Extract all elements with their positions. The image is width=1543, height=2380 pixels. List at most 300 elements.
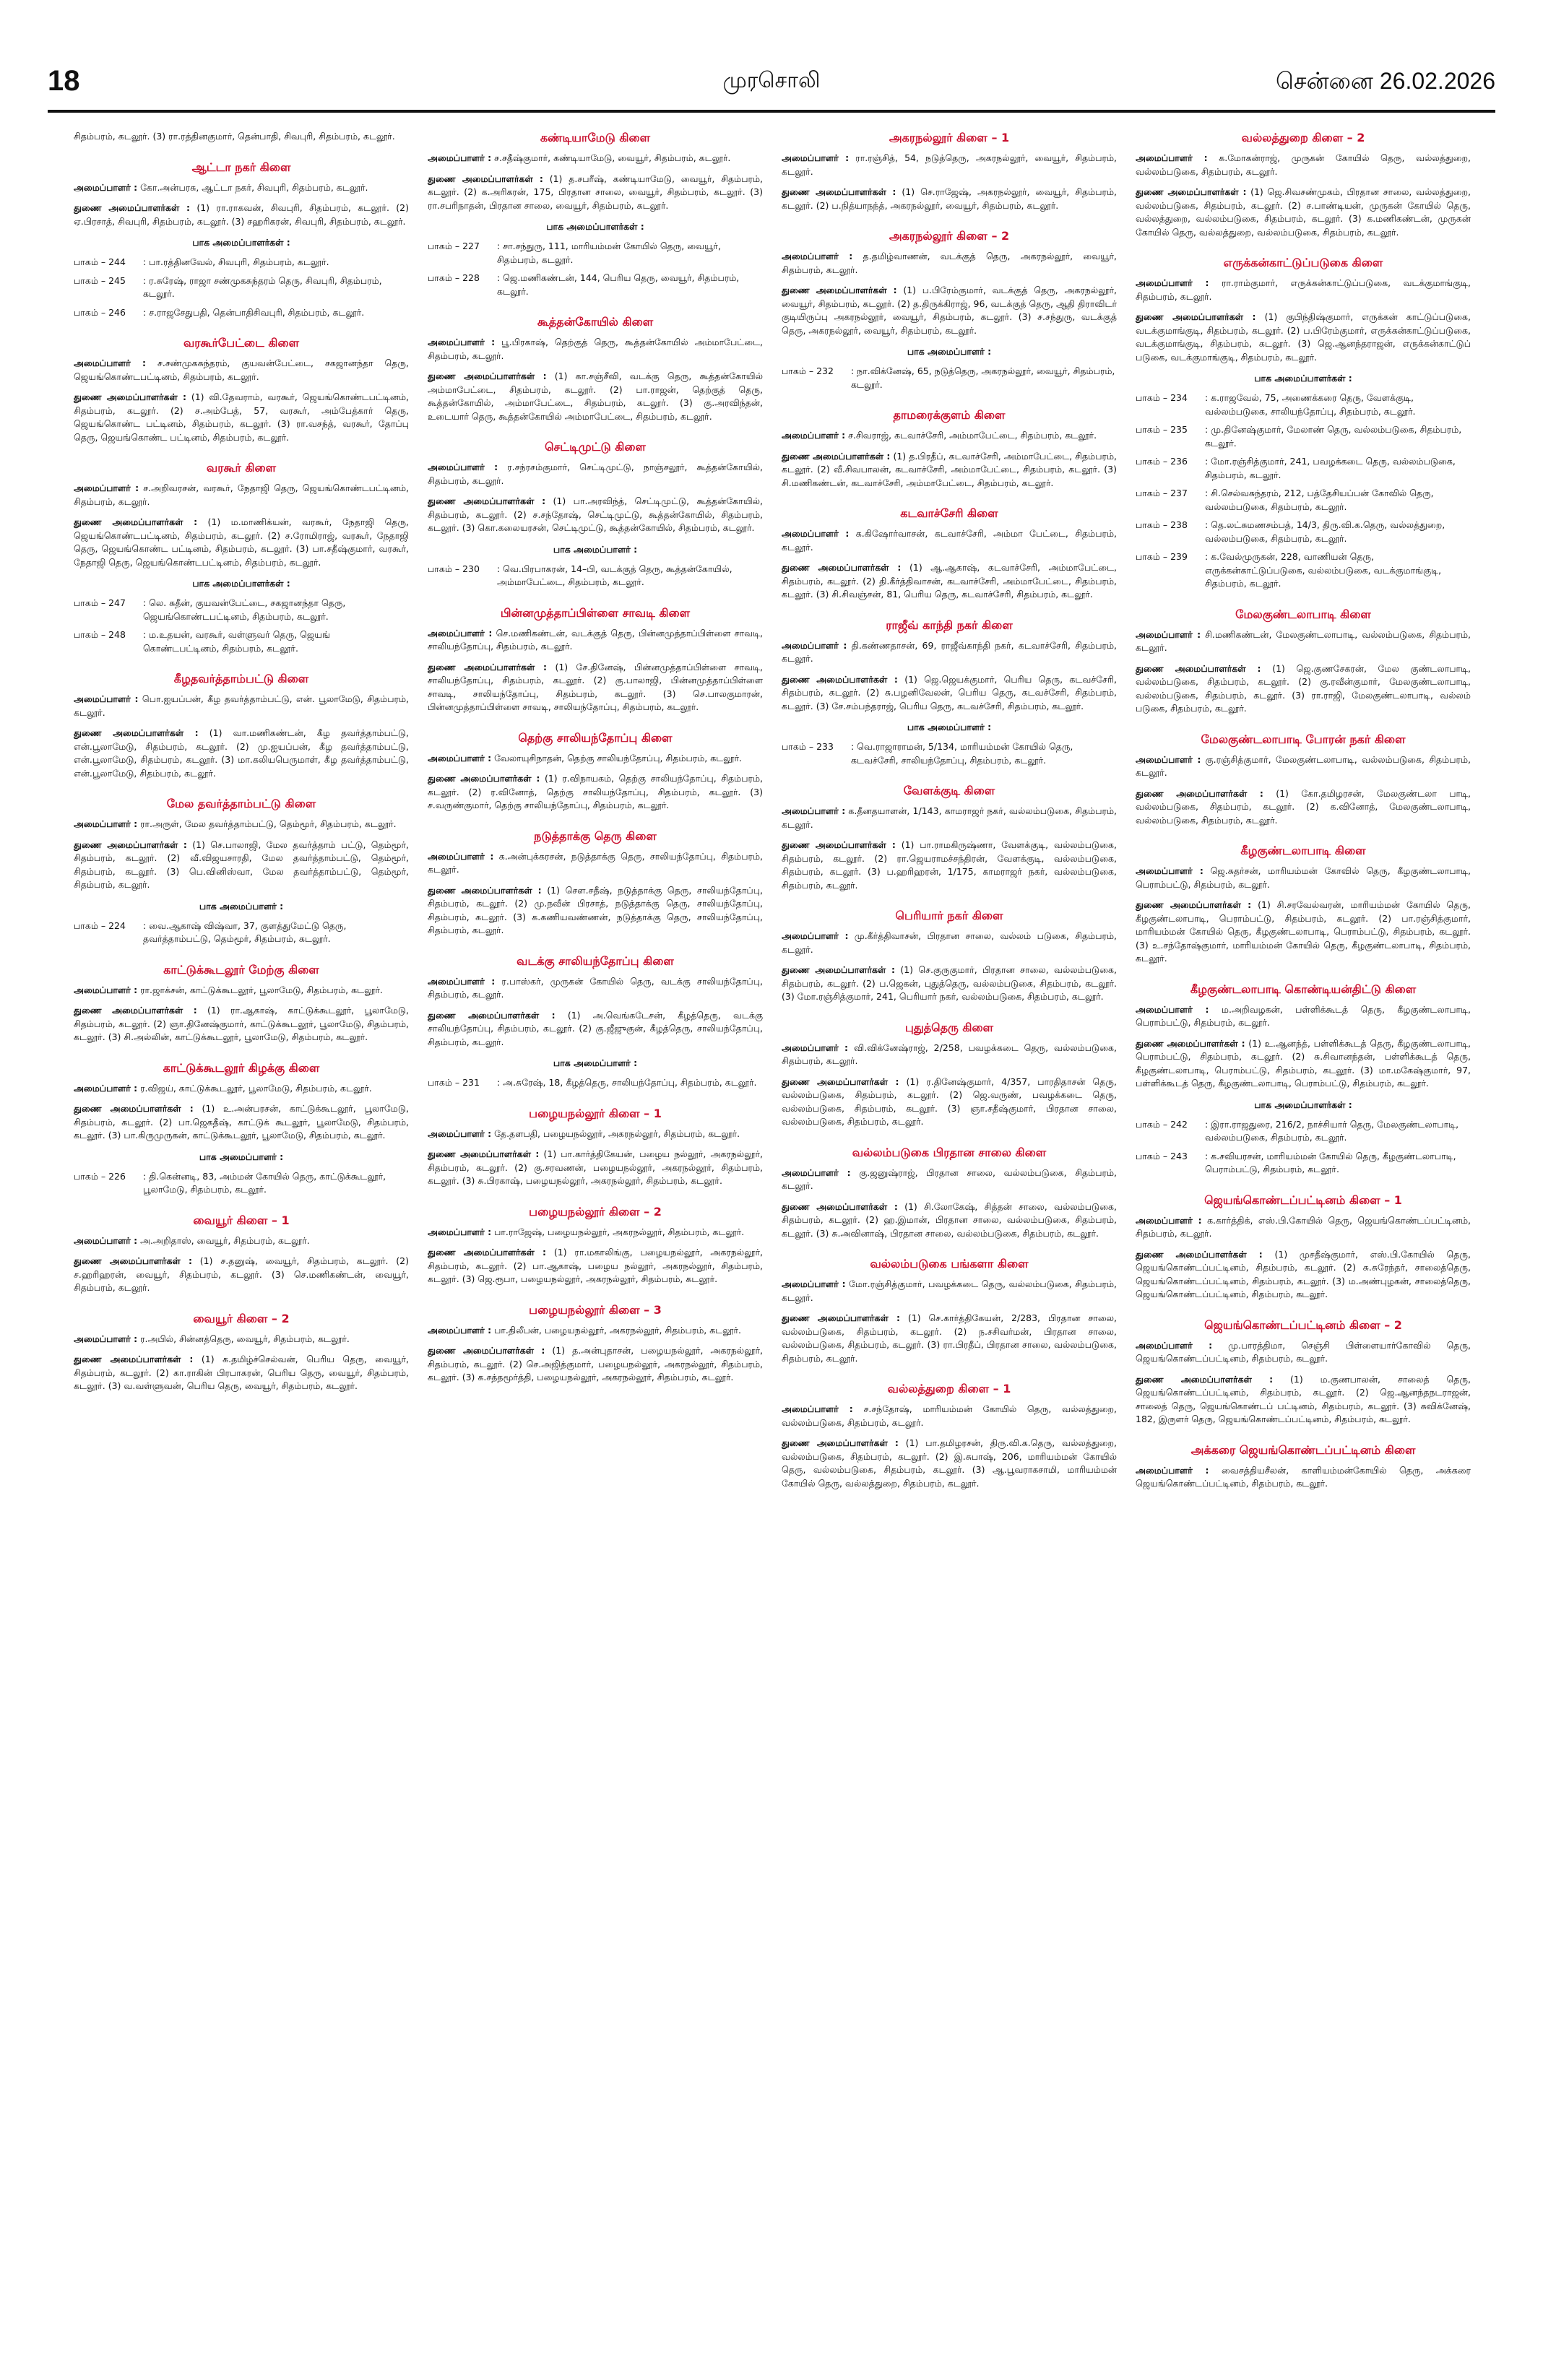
role-label: அமைப்பாளர் : (782, 152, 850, 163)
role-label: துணை அமைப்பாளர்கள் : (782, 673, 898, 685)
officer-entry (782, 1312, 1117, 1365)
role-label: அமைப்பாளர் : (74, 483, 139, 493)
role-label: துணை அமைப்பாளர்கள் : (782, 450, 891, 462)
officer-names: (1) கா.சஞ்சீவி, வடக்கு தெரு, கூத்தன்கோயில் அம்மாபேட்டை, சிதம்பரம், கடலூர். (2) பா.ராஜன், தெற்குத் தெரு, கூத்தன்கோயில், அம்மாபேட்டை, சிதம்பரம், கடலூர். (3) கு.அரவிந்தன், உடையார் தெரு, கூத்தன்கோயில் அம்மாபேட்டை, சிதம்பரம், கடலூர். (428, 371, 763, 422)
branch-section (428, 828, 763, 938)
officer-entry (782, 152, 1117, 178)
officer-entry (782, 1200, 1117, 1241)
officer-entry (1136, 1214, 1471, 1241)
branch-title: அகரநல்லூர் கிளை – 2 (889, 229, 1010, 243)
officer-entry (74, 839, 409, 892)
branch-section (74, 1060, 409, 1197)
officer-names: பூ.பிரகாஷ், தெற்குத் தெரு, கூத்தன்கோயில் அம்மாபேட்டை, சிதம்பரம், கடலூர். (428, 337, 763, 361)
officer-names: பொ.ஐயப்பன், கீழ தவர்த்தாம்பட்டு, என். பூலாமேடு, சிதம்பரம், கடலூர். (74, 693, 409, 718)
branch-title: நடுத்தாக்கு தெரு கிளை (534, 828, 657, 843)
branch-title: வல்லத்துறை கிளை – 1 (887, 1382, 1011, 1395)
role-label: அமைப்பாளர் : (428, 1324, 492, 1336)
officer-names: ச.சண்முகசுந்தரம், குயவன்பேட்டை, சகஜானந்தா தெரு, ஜெயங்கொண்டபட்டினம், சிதம்பரம், கடலூர். (74, 358, 409, 382)
officer-entry (428, 975, 763, 1002)
branch-section (1136, 982, 1471, 1177)
role-label: துணை அமைப்பாளர்கள் : (428, 884, 542, 896)
booth-officer: : வெ.பிரபாகரன், 14–பி, வடக்குத் தெரு, கூத்தன்கோயில், அம்மாபேட்டை, சிதம்பரம், கடலூர். (497, 563, 732, 587)
booth-number: பாகம் – 237 (1136, 488, 1188, 498)
branch-section (428, 1204, 763, 1286)
branch-section (74, 962, 409, 1044)
role-label: அமைப்பாளர் : (1136, 1339, 1213, 1351)
role-label: துணை அமைப்பாளர்கள் : (1136, 787, 1263, 799)
booth-number: பாகம் – 230 (428, 563, 480, 574)
booth-officer: : க.ராஜவேல், 75, அணைக்கரை தெரு, வேளக்குடி, வல்லம்படுகை, சாலியந்தோப்பு, சிதம்பரம், கடலூர். (1205, 392, 1416, 417)
officer-names: (1) பா.அரவிந்த், செட்டிமுட்டு, கூத்தன்கோயில், சிதம்பரம், கடலூர். (2) ச.சந்தோஷ், செட்டிமுட்டு, கூத்தன்கோயில், சிதம்பரம், கடலூர். (3) கொ.கலையரசன், செட்டிமுட்டு, கூத்தன்கோயில், சிதம்பரம், கடலூர். (428, 496, 763, 533)
branch-section (74, 160, 409, 320)
officer-entry (428, 336, 763, 363)
booth-row (1136, 550, 1471, 591)
branch-section (782, 506, 1117, 602)
role-label: அமைப்பாளர் : (782, 430, 846, 441)
officer-entry (74, 984, 409, 998)
booth-number: பாகம் – 226 (74, 1170, 126, 1182)
role-label: அமைப்பாளர் : (782, 639, 847, 651)
booth-number: பாகம் – 247 (74, 597, 126, 608)
branch-section (1136, 1317, 1471, 1427)
booth-row (1136, 519, 1471, 545)
officer-entry (428, 661, 763, 714)
role-label: துணை அமைப்பாளர்கள் : (74, 1103, 194, 1114)
branch-title: பழையநல்லூர் கிளை – 2 (529, 1204, 662, 1219)
booth-officer: : நா.விக்னேஷ், 65, நடுத்தெரு, அகரநல்லூர், வையூர், சிதம்பரம், கடலூர். (851, 365, 1115, 390)
officer-names: வி.விக்னேஷ்ராஜ், 2/258, பவழக்கடை தெரு, வல்லம்படுகை, சிதம்பரம், கடலூர். (782, 1042, 1117, 1066)
branch-section (782, 1256, 1117, 1365)
branch-section (782, 407, 1117, 490)
officer-names: வைசத்தியசீலன், காளியம்மன்கோயில் தெரு, அக்கரை ஜெயங்கொண்டப்பட்டினம், சிதம்பரம், கடலூர். (1136, 1464, 1471, 1489)
dateline: சென்னை 26.02.2026 (1275, 68, 1495, 94)
officer-entry (782, 1167, 1117, 1193)
branch-title: மேல தவர்த்தாம்பட்டு கிளை (166, 797, 316, 810)
branch-section (782, 1145, 1117, 1241)
role-label: அமைப்பாளர் : (1136, 1003, 1209, 1015)
officer-entry (1136, 1373, 1471, 1427)
booth-number: பாகம் – 242 (1136, 1118, 1188, 1130)
officer-entry (1136, 787, 1471, 828)
officer-names: தி.கண்ணதாசன், 69, ராஜீவ்காந்தி நகர், கடவாச்சேரி, சிதம்பரம், கடலூர். (782, 639, 1117, 664)
officer-names: (1) ஆ.ஆகாஷ், கடவாச்சேரி, அம்மாபேட்டை, சிதம்பரம், கடலூர். (2) தி.கீர்த்திவாசன், கடவாச்சேரி, அம்மாபேட்டை, சிதம்பரம், கடலூர். (3) சி.சிவஞ்சன், 81, பெரிய தெரு, கடவாச்சேரி, சிதம்பரம், கடலூர். (782, 562, 1117, 600)
branch-section (428, 314, 763, 423)
officer-names: (1) வா.மணிகண்டன், கீழ தவர்த்தாம்பட்டு, என்.பூலாமேடு, சிதம்பரம், கடலூர். (2) மு.ஐயப்பன், கீழ தவர்த்தாம்பட்டு, என்.பூலாமேடு, சிதம்பரம், கடலூர். (3) மா.கலியபெருமாள், கீழ தவர்த்தாம்பட்டு, என்.பூலாமேடு, சிதம்பரம், கடலூர். (74, 727, 409, 779)
branch-section (74, 130, 409, 144)
officer-entry (74, 1333, 409, 1346)
officer-entry (1136, 186, 1471, 239)
role-label: துணை அமைப்பாளர்கள் : (428, 173, 543, 184)
role-label: அமைப்பாளர் : (428, 975, 496, 987)
role-label: அமைப்பாளர் : (74, 1333, 138, 1344)
officer-names: தே.தளபதி, பழையநல்லூர், அகரநல்லூர், சிதம்பரம், கடலூர். (494, 1128, 740, 1139)
branch-section (782, 1020, 1117, 1129)
booth-number: பாகம் – 227 (428, 241, 480, 251)
role-label: அமைப்பாளர் : (782, 1167, 851, 1178)
officer-names: (1) சி.லோகேஷ், சித்தன் சாலை, வல்லம்படுகை, சிதம்பரம், கடலூர். (2) ஹ.இமான், பிரதான சாலை, வல்லம்படுகை, சிதம்பரம், கடலூர். (3) சு.அவினாஷ், பிரதான சாலை, வல்லம்படுகை, சிதம்பரம், கடலூர். (782, 1200, 1117, 1239)
booth-officer: : சா.சந்துரு, 111, மாரியம்மன் கோயில் தெரு, வையூர், சிதம்பரம், கடலூர். (497, 241, 721, 265)
officer-names: ச.சிவராஜ், கடவாச்சேரி, அம்மாபேட்டை, சிதம்பரம், கடலூர். (848, 430, 1097, 441)
officer-names: (1) உ.ஆனந்த், பள்ளிக்கூடத் தெரு, கீழகுண்டலாபாடி, பெராம்பட்டு, சிதம்பரம், கடலூர். (2) சு.சிவானந்தன், பள்ளிக்கூடத் தெரு, கீழகுண்டலாபாடி, பெராம்பட்டு, சிதம்பரம், கடலூர். (3) மா.மகேஷ்குமார், 97, பள்ளிக்கூடத் தெரு, கீழகுண்டலாபாடி, பெராம்பட்டு, சிதம்பரம், கடலூர். (1136, 1037, 1471, 1089)
branch-title: செட்டிமுட்டு கிளை (545, 440, 646, 454)
branch-title: வல்லம்படுகை பங்களா கிளை (870, 1257, 1029, 1271)
booth-number: பாகம் – 234 (1136, 392, 1188, 403)
officer-names: க.தீனதயாளன், 1/143, காமராஜர் நகர், வல்லம்படுகை, சிதம்பரம், கடலூர். (782, 805, 1117, 830)
branch-section (782, 783, 1117, 892)
booth-officer: : தி.கென்னடி, 83, அம்மன் கோயில் தெரு, காட்டுக்கூடலூர், பூலாமேடு, சிதம்பரம், கடலூர். (143, 1170, 386, 1195)
branch-title: வையூர் கிளை – 1 (193, 1213, 290, 1227)
role-label: துணை அமைப்பாளர்கள் : (428, 1345, 545, 1356)
officer-names: ர.அபில், சின்னத்தெரு, வையூர், சிதம்பரம், கடலூர். (140, 1333, 350, 1344)
booth-officer: : பா.ரத்தினவேல், சிவபுரி, சிதம்பரம், கடலூர். (143, 256, 329, 267)
branch-section (428, 605, 763, 714)
booth-officer: : மு.தினேஷ்குமார், மேலாண் தெரு, வல்லம்படுகை, சிதம்பரம், கடலூர். (1205, 424, 1462, 449)
officer-entry (1136, 662, 1471, 716)
officer-entry (74, 818, 409, 831)
officer-entry (74, 727, 409, 780)
role-label: துணை அமைப்பாளர்கள் : (428, 1247, 547, 1258)
branch-title: பெரியார் நகர் கிளை (895, 909, 1003, 922)
branch-title: கூத்தன்கோயில் கிளை (537, 315, 654, 329)
role-label: துணை அமைப்பாளர்கள் : (782, 839, 896, 850)
role-label: அமைப்பாளர் : (428, 152, 492, 163)
branch-title: கீழகுண்டலாபாடி கொண்டியன்திட்டு கிளை (1190, 982, 1417, 996)
officer-entry (782, 930, 1117, 956)
role-label: அமைப்பாளர் : (1136, 152, 1208, 163)
officer-entry (428, 752, 763, 766)
role-label: அமைப்பாளர் : (428, 462, 498, 472)
booth-number: பாகம் – 232 (782, 365, 834, 376)
booth-row (428, 1076, 763, 1090)
officer-names: ரா.ஜாக்சன், காட்டுக்கூடலூர், பூலாமேடு, சிதம்பரம், கடலூர். (140, 984, 383, 995)
role-label: அமைப்பாளர் : (782, 930, 849, 941)
role-label: துணை அமைப்பாளர்கள் : (1136, 311, 1256, 322)
officer-names: ச.சந்தோஷ், மாரியம்மன் கோயில் தெரு, வல்லத்துறை, வல்லம்படுகை, சிதம்பரம், கடலூர். (782, 1403, 1117, 1428)
booth-number: பாகம் – 231 (428, 1077, 480, 1088)
role-label: துணை அமைப்பாளர்கள் : (428, 773, 540, 784)
officer-entry (782, 839, 1117, 892)
officer-entry (74, 482, 409, 509)
role-label: அமைப்பாளர் : (782, 805, 846, 816)
officer-names: (1) ஜெ.சிவசண்முகம், பிரதான சாலை, வல்லத்துறை, வல்லம்படுகை, சிதம்பரம், கடலூர். (2) ச.பாண்டியன், முருகன் கோயில் தெரு, வல்லத்துறை, வல்லம்படுகை, சிதம்பரம், கடலூர். (3) க.மணிகண்டன், முருகன் கோயில் தெரு, வல்லத்துறை, வல்லம்படுகை, சிதம்பரம், கடலூர். (1136, 186, 1471, 238)
branch-section (74, 1311, 409, 1393)
branch-section (1136, 1193, 1471, 1302)
officer-names: (1) த.பிரதீப், கடவாச்சேரி, அம்மாபேட்டை, சிதம்பரம், கடலூர். (2) வீ.சிவபாலன், கடவாச்சேரி, அம்மாபேட்டை, சிதம்பரம், கடலூர். (3) சி.மணிகண்டன், கடவாச்சேரி, அம்மாபேட்டை, சிதம்பரம், கடலூர். (782, 450, 1117, 488)
officer-names: வேலாயுசிநாதன், தெற்கு சாலியந்தோப்பு, சிதம்பரம், கடலூர். (494, 752, 742, 763)
branch-section (782, 1381, 1117, 1490)
officer-names: (1) ச.தனுஷ், வையூர், சிதம்பரம், கடலூர். (2) ச.ஹரிஹரன், வையூர், சிதம்பரம், கடலூர். (3) செ.மணிகண்டன், வையூர், சிதம்பரம், கடலூர். (74, 1255, 409, 1293)
officer-names: ரா.ராம்குமார், எருக்கன்காட்டுப்படுகை, வடக்குமாங்குடி, சிதம்பரம், கடலூர். (1136, 277, 1471, 302)
branch-title: வல்லத்துறை கிளை – 2 (1241, 131, 1365, 144)
officer-names: ச.சதீஷ்குமார், கண்டியாமேடு, வையூர், சிதம்பரம், கடலூர். (494, 152, 731, 163)
officer-entry (74, 202, 409, 228)
officer-names: (1) செ.பாலாஜி, மேல தவர்த்தாம் பட்டு, தெம்மூர், சிதம்பரம், கடலூர். (2) வீ.விஜயசாரதி, மேல தவர்த்தாம்பட்டு, தெம்மூர், சிதம்பரம், கடலூர். (3) பெ.வினிஸ்வா, மேல தவர்த்தாம்பட்டு, தெம்மூர், சிதம்பரம், கடலூர். (74, 839, 409, 890)
role-label: துணை அமைப்பாளர்கள் : (74, 516, 198, 527)
booth-row (1136, 391, 1471, 418)
branch-section (428, 130, 763, 298)
page-number: 18 (48, 65, 80, 97)
role-label: அமைப்பாளர் : (782, 528, 850, 539)
booth-number: பாகம் – 245 (74, 274, 126, 286)
booth-number: பாகம் – 239 (1136, 551, 1188, 562)
booth-officer: : க.வேல்முருகன், 228, வாணியன் தெரு, எருக்கன்காட்டுப்படுகை, வல்லம்படுகை, வடக்குமாங்குடி, சிதம்பரம், கடலூர். (1205, 551, 1442, 589)
officer-entry (428, 495, 763, 535)
branch-section (782, 908, 1117, 1004)
role-label: அமைப்பாளர் : (782, 1278, 846, 1289)
role-label: அமைப்பாளர் : (74, 818, 138, 829)
role-label: அமைப்பாளர் : (428, 627, 493, 639)
booth-officer: : ஜெ.மணிகண்டன், 144, பெரிய தெரு, வையூர், சிதம்பரம், கடலூர். (497, 272, 740, 297)
booth-number: பாகம் – 235 (1136, 424, 1188, 435)
officer-entry (1136, 311, 1471, 364)
officer-entry (1136, 899, 1471, 966)
booth-row (1136, 455, 1471, 482)
branch-title: கீழகுண்டலாபாடி கிளை (1240, 844, 1366, 857)
branch-title: ராஜீவ் காந்தி நகர் கிளை (886, 618, 1013, 632)
role-label: அமைப்பாளர் : (74, 693, 139, 704)
officer-entry (428, 461, 763, 488)
officer-entry (782, 1278, 1117, 1304)
officer-names: ர.பாஸ்கர், முருகன் கோயில் தெரு, வடக்கு சாலியந்தோப்பு, சிதம்பரம், கடலூர். (428, 975, 763, 1000)
booth-row (1136, 1150, 1471, 1177)
role-label: அமைப்பாளர் : (782, 1403, 853, 1414)
branch-title: புதுத்தெரு கிளை (904, 1020, 994, 1034)
role-label: அமைப்பாளர் : (1136, 865, 1203, 876)
role-label: அமைப்பாளர் : (428, 1128, 492, 1139)
booth-number: பாகம் – 233 (782, 741, 834, 752)
officer-names: (1) த.சபரீஷ், கண்டியாமேடு, வையூர், சிதம்பரம், கடலூர். (2) க.அரிகரன், 175, பிரதான சாலை, வையூர், சிதம்பரம், கடலூர். (3) ரா.சபரிநாதன், பிரதான சாலை, வையூர், சிதம்பரம், கடலூர். (428, 173, 763, 211)
officer-names: (1) வி.தேவராம், வரகூர், ஜெயங்கொண்டபட்டினம், சிதம்பரம், கடலூர். (2) ச.அம்பேத், 57, வரகூர், அம்பேத்கார் தெரு, ஜெயங்கொண்ட பட்டினம், சிதம்பரம், கடலூர். (3) ரா.வசந்த், வரகூர், தோப்பு தெரு, ஜெயங்கொண்ட பட்டினம், சிதம்பரம், கடலூர். (74, 391, 409, 443)
booth-officer: : வை.ஆகாஷ் விஷ்வா, 37, குளத்துமேட்டு தெரு, தவர்த்தாம்பட்டு, தெம்மூர், சிதம்பரம், கடலூர். (143, 919, 347, 944)
officer-entry (428, 850, 763, 877)
booth-officer: : ம.உதயன், வரகூர், வள்ளுவர் தெரு, ஜெயங் கொண்டபட்டினம், சிதம்பரம், கடலூர். (143, 629, 330, 654)
branch-title: பழையநல்லூர் கிளை – 1 (529, 1106, 662, 1120)
branch-section (1136, 1442, 1471, 1491)
role-label: துணை அமைப்பாளர்கள் : (74, 1354, 194, 1364)
booth-heading: பாக அமைப்பாளர் : (199, 900, 284, 912)
branch-title: வரகூர் கிளை (206, 461, 277, 475)
booth-officer: : தெ.லட்சுமணசம்பத், 14/3, திரு.வி.க.தெரு, வல்லத்துறை, வல்லம்படுகை, சிதம்பரம், கடலூர். (1205, 519, 1445, 544)
branch-section (782, 228, 1117, 391)
officer-entry (428, 173, 763, 213)
officer-entry (1136, 865, 1471, 891)
booth-row (782, 740, 1117, 767)
officer-names: (1) செ.குருகுமார், பிரதான சாலை, வல்லம்படுகை, சிதம்பரம், கடலூர். (2) ப.ஜெகன், புதுத்தெரு, வல்லம்படுகை, சிதம்பரம், கடலூர். (3) மோ.ரஞ்சித்குமார், 241, பெரியார் நகர், வல்லம்படுகை, சிதம்பரம், கடலூர். (782, 964, 1117, 1002)
branch-section (1136, 843, 1471, 966)
booth-officer: : சி.செல்வசுந்தரம், 212, பத்தேசியப்பன் கோவில் தெரு, வல்லம்படுகை, சிதம்பரம், கடலூர். (1205, 488, 1434, 512)
booth-number: பாகம் – 244 (74, 256, 126, 267)
booth-number: பாகம் – 236 (1136, 456, 1188, 467)
masthead (48, 64, 1495, 107)
column-1 (74, 130, 409, 2355)
role-label: துணை அமைப்பாளர்கள் : (74, 1005, 197, 1016)
role-label: அமைப்பாளர் : (74, 1234, 138, 1246)
officer-entry (428, 1324, 763, 1338)
officer-entry (74, 130, 409, 144)
branch-section (428, 1302, 763, 1385)
branch-title: வேளக்குடி கிளை (903, 784, 995, 797)
role-label: துணை அமைப்பாளர்கள் : (428, 1009, 556, 1021)
officer-names: (1) ம.மாணிக்யன், வரகூர், நேதாஜி தெரு, ஜெயங்கொண்டபட்டினம், சிதம்பரம், கடலூர். (2) ச.ரோமிராஜ், வரகூர், நேதாஜி தெரு, ஜெயங்கொண்ட பட்டினம், சிதம்பரம், கடலூர். (3) பா.சதீஷ்குமார், வரகூர், நேதாஜி தெரு, ஜெயங்கொண்டபட்டினம், சிதம்பரம், கடலூர். (74, 516, 409, 568)
officer-entry (782, 673, 1117, 714)
branch-title: அகரநல்லூர் கிளை – 1 (889, 131, 1010, 144)
role-label: துணை அமைப்பாளர்கள் : (428, 661, 548, 672)
role-label: துணை அமைப்பாளர்கள் : (428, 371, 547, 381)
officer-entry (782, 561, 1117, 602)
role-label: துணை அமைப்பாளர்கள் : (1136, 1037, 1245, 1049)
officer-entry (428, 1128, 763, 1141)
officer-entry (1136, 1339, 1471, 1366)
officer-names: க.அன்புக்கரசன், நடுத்தாக்கு தெரு, சாலியந்தோப்பு, சிதம்பரம், கடலூர். (428, 850, 763, 875)
officer-entry (428, 884, 763, 938)
officer-names: க.கார்த்திக், எஸ்.பி.கோயில் தெரு, ஜெயங்கொண்டப்பட்டினம், சிதம்பரம், கடலூர். (1136, 1214, 1471, 1239)
officer-names: ரா.ரஞ்சித், 54, நடுத்தெரு, அகரநல்லூர், வையூர், சிதம்பரம், கடலூர். (782, 152, 1117, 177)
officer-names: (1) சி.சரவேல்வரன், மாரியம்மன் கோயில் தெரு, கீழகுண்டலாபாடி, பெராம்பட்டு, சிதம்பரம், கடலூர். (2) பா.ரஞ்சித்குமார், மாரியம்மன் கோயில் தெரு, கீழகுண்டலாபாடி, பெராம்பட்டு, சிதம்பரம், கடலூர். (3) உ.சந்தோஷ்குமார், மாரியம்மன் கோயில் தெரு, கீழகுண்டலாபாடி, சிதம்பரம், கடலூர். (1136, 899, 1471, 964)
officer-names: க.கிஷோர்வாசன், கடவாச்சேரி, அம்மா பேட்டை, சிதம்பரம், கடலூர். (782, 528, 1117, 553)
booth-row (74, 256, 409, 269)
officer-names: அ.அறிதாஸ், வையூர், சிதம்பரம், கடலூர். (140, 1234, 310, 1246)
role-label: அமைப்பாளர் : (428, 337, 496, 347)
officer-entry (1136, 1003, 1471, 1030)
officer-entry (1136, 1248, 1471, 1302)
booth-heading: பாக அமைப்பாளர்கள் : (546, 221, 644, 232)
role-label: துணை அமைப்பாளர்கள் : (428, 496, 546, 506)
role-label: அமைப்பாளர் : (428, 850, 494, 862)
branch-section (428, 953, 763, 1090)
branch-title: மேலகுண்டலாபாடி கிளை (1235, 607, 1371, 621)
officer-entry (782, 964, 1117, 1004)
role-label: துணை அமைப்பாளர்கள் : (428, 1148, 540, 1159)
role-label: துணை அமைப்பாளர்கள் : (74, 202, 190, 213)
branch-section (74, 460, 409, 655)
officer-entry (74, 1353, 409, 1393)
branch-title: ஆட்டா நகர் கிளை (191, 160, 291, 174)
officer-names: (1) ம.குணபாலன், சாலைத் தெரு, ஜெயங்கொண்டப்பட்டினம், சிதம்பரம், கடலூர். (2) ஜெ.ஆனந்தநடராஜன், சாலைத் தெரு, ஜெயங்கொண்டப் பட்டினம், சிதம்பரம், கடலூர். (3) சுவிக்னேஷ், 182, இருளர் தெரு, ஜெயங்கொண்டப்பட்டினம், சிதம்பரம், கடலூர். (1136, 1373, 1471, 1424)
branch-title: எருக்கன்காட்டுப்படுகை கிளை (1223, 256, 1383, 269)
booth-row (428, 272, 763, 298)
officer-entry (428, 1009, 763, 1050)
booth-officer: : வெ.ராஜாராமன், 5/134, மாரியம்மன் கோயில் தெரு, கடவச்சேரி, சாலியந்தோப்பு, சிதம்பரம், கடலூர். (851, 741, 1073, 766)
column-4 (1136, 130, 1471, 2355)
branch-title: வல்லம்படுகை பிரதான சாலை கிளை (852, 1145, 1047, 1159)
branch-section (782, 618, 1117, 768)
officer-names: கு.ரஞ்சித்குமார், மேலகுண்டலாபாடி, வல்லம்படுகை, சிதம்பரம், கடலூர். (1136, 753, 1471, 778)
officer-entry (782, 284, 1117, 337)
officer-entry (782, 805, 1117, 831)
newspaper-name: முரசொலி (722, 68, 821, 93)
officer-entry (428, 152, 763, 165)
booth-number: பாகம் – 248 (74, 629, 126, 640)
booth-row (74, 306, 409, 320)
officer-names: த.தமிழ்வாணன், வடக்குத் தெரு, அகரநல்லூர், வையூர், சிதம்பரம், கடலூர். (782, 251, 1117, 275)
branch-section (1136, 732, 1471, 828)
role-label: துணை அமைப்பாளர்கள் : (1136, 186, 1247, 197)
officer-names: கு.ஜனுஷ்ராஜ், பிரதான சாலை, வல்லம்படுகை, சிதம்பரம், கடலூர். (782, 1167, 1117, 1191)
officer-entry (74, 357, 409, 384)
officer-names: (1) க.தமிழ்ச்செல்வன், பெரிய தெரு, வையூர், சிதம்பரம், கடலூர். (2) கா.ராகின் பிரபாகரன், பெரிய தெரு, வையூர், சிதம்பரம், கடலூர். (3) வ.வள்ளுவன், பெரிய தெரு, வையூர், சிதம்பரம், கடலூர். (74, 1354, 409, 1391)
booth-number: பாகம் – 224 (74, 919, 126, 931)
officer-entry (74, 1102, 409, 1143)
officer-names: சி.மணிகண்டன், மேலகுண்டலாபாடி, வல்லம்படுகை, சிதம்பரம், கடலூர். (1136, 628, 1471, 653)
officer-entry (74, 391, 409, 444)
officer-names: (1) ர.விநாயகம், தெற்கு சாலியந்தோப்பு, சிதம்பரம், கடலூர். (2) ர.வினோத், தெற்கு சாலியந்தோப்பு, சிதம்பரம், கடலூர். (3) ச.வருண்குமார், தெற்கு சாலியந்தோப்பு, சிதம்பரம், கடலூர். (428, 773, 763, 810)
role-label: துணை அமைப்பாளர்கள் : (782, 285, 897, 295)
role-label: அமைப்பாளர் : (1136, 1464, 1209, 1476)
booth-heading: பாக அமைப்பாளர்கள் : (192, 237, 290, 248)
officer-entry (74, 1255, 409, 1295)
branch-section (782, 130, 1117, 212)
branch-section (428, 730, 763, 813)
officer-entry (428, 1226, 763, 1239)
officer-names: மு.பாரத்திமா, செஞ்சி பிள்ளையார்கோவில் தெரு, ஜெயங்கொண்டப்பட்டினம், சிதம்பரம், கடலூர். (1136, 1339, 1471, 1364)
branch-title: வையூர் கிளை – 2 (193, 1311, 290, 1325)
booth-number: பாகம் – 228 (428, 272, 480, 283)
branch-section (428, 1106, 763, 1188)
role-label: துணை அமைப்பாளர்கள் : (74, 1255, 192, 1266)
booth-row (1136, 1118, 1471, 1145)
officer-names: (1) பா.ராமகிருஷ்ணா, வேளக்குடி, வல்லம்படுகை, சிதம்பரம், கடலூர். (2) ரா.ஜெயராமச்சந்திரன், வேளக்குடி, வல்லம்படுகை, சிதம்பரம், கடலூர். (3) ப.ஹரிஹரன், 1/175, காமராஜர் நகர், வல்லம்படுகை, சிதம்பரம், கடலூர். (782, 839, 1117, 891)
officer-entry (782, 639, 1117, 666)
branch-title: வடக்கு சாலியந்தோப்பு கிளை (517, 953, 674, 968)
booth-officer: : இரா.ராஜதுரை, 216/2, நாச்சியார் தெரு, மேலகுண்டலாபாடி, வல்லம்படுகை, சிதம்பரம், கடலூர். (1205, 1118, 1459, 1143)
officer-names: (1) அ.வெங்கடேசன், கீழத்தெரு, வடக்கு சாலியந்தோப்பு, சிதம்பரம், கடலூர். (2) கு.ஜீஜுகுன், கீழத்தெரு, சாலியந்தோப்பு, சிதம்பரம், கடலூர். (428, 1009, 763, 1047)
officer-names: (1) பா.தமிழரசன், திரு.வி.க.தெரு, வல்லத்துறை, வல்லம்படுகை, சிதம்பரம், கடலூர். (2) இ.சுபாஷ், 206, மாரியம்மன் கோயில் தெரு, வல்லம்படுகை, சிதம்பரம், கடலூர். (3) ஆ.பூவராகசாமி, மாரியம்மன் கோயில் தெரு, வல்லத்துறை, சிதம்பரம், கடலூர். (782, 1437, 1117, 1489)
officer-entry (74, 1082, 409, 1096)
booth-heading: பாக அமைப்பாளர் : (907, 722, 992, 732)
branch-title: காட்டுக்கூடலூர் கிழக்கு கிளை (163, 1060, 320, 1075)
officer-entry (1136, 1037, 1471, 1091)
article-columns (74, 130, 1471, 2355)
role-label: அமைப்பாளர் : (1136, 1214, 1202, 1226)
officer-names: (1) குபிந்திஷ்குமார், எருக்கன் காட்டுப்படுகை, வடக்குமாங்குடி, சிதம்பரம், கடலூர். (2) ப.பிரேம்குமார், எருக்கன்காட்டுப்படுகை, வடக்குமாங்குடி, சிதம்பரம், கடலூர். (3) ஜெ.ஆனந்தராஜன், எருக்கன்காட்டுப் படுகை, வடக்குமாங்குடி, சிதம்பரம், கடலூர். (1136, 311, 1471, 363)
officer-names: (1) ர.தினேஷ்குமார், 4/357, பாரதிதாசன் தெரு, வல்லம்படுகை, சிதம்பரம், கடலூர். (2) ஜெ.வருண், பவழக்கடை தெரு, வல்லம்படுகை, சிதம்பரம், கடலூர். (3) ஞா.சதீஷ்குமார், பிரதான சாலை, வல்லம்படுகை, சிதம்பரம், கடலூர். (782, 1076, 1117, 1127)
officer-entry (782, 250, 1117, 277)
booth-row (74, 1170, 409, 1197)
branch-section (74, 335, 409, 444)
officer-entry (74, 1234, 409, 1248)
officer-names: (1) த.அன்புதாசன், பழையநல்லூர், அகரநல்லூர், சிதம்பரம், கடலூர். (2) செ.அஜித்குமார், பழையநல்லூர், அகரநல்லூர், சிதம்பரம், கடலூர். (3) க.சத்தமூர்த்தி, பழையநல்லூர், அகரநல்லூர், சிதம்பரம், கடலூர். (428, 1345, 763, 1382)
officer-entry (428, 1246, 763, 1286)
officer-entry (428, 627, 763, 654)
booth-row (428, 240, 763, 267)
booth-heading: பாக அமைப்பாளர்கள் : (192, 578, 290, 589)
role-label: துணை அமைப்பாளர்கள் : (1136, 1248, 1263, 1260)
booth-heading: பாக அமைப்பாளர் : (907, 346, 992, 357)
role-label: அமைப்பாளர் : (74, 358, 147, 368)
role-label: அமைப்பாளர் : (428, 1226, 492, 1237)
branch-title: ஜெயங்கொண்டப்பட்டினம் கிளை – 1 (1204, 1193, 1402, 1207)
booth-row (1136, 423, 1471, 450)
booth-officer: : ச.ராஜசேதுபதி, தென்பாதிசிவபுரி, சிதம்பரம், கடலூர். (143, 306, 365, 318)
role-label: துணை அமைப்பாளர்கள் : (782, 1312, 901, 1323)
booth-officer: : க.சவியரசன், மாரியம்மன் கோயில் தெரு, கீழகுண்டலாபாடி, பெராம்பட்டு, சிதம்பரம், கடலூர். (1205, 1150, 1456, 1174)
officer-entry (782, 1042, 1117, 1068)
branch-section (1136, 607, 1471, 716)
branch-title: தெற்கு சாலியந்தோப்பு கிளை (518, 730, 673, 745)
branch-title: தாமரைக்குளம் கிளை (893, 408, 1006, 422)
branch-title: கடவாச்சேரி கிளை (900, 506, 998, 520)
officer-entry (74, 1004, 409, 1044)
role-label: அமைப்பாளர் : (782, 251, 853, 261)
booth-heading: பாக அமைப்பாளர் : (199, 1151, 284, 1162)
booth-row (74, 597, 409, 623)
role-label: துணை அமைப்பாளர்கள் : (74, 839, 187, 850)
branch-title: ஜெயங்கொண்டப்பட்டினம் கிளை – 2 (1204, 1317, 1402, 1332)
role-label: அமைப்பாளர் : (1136, 753, 1201, 765)
officer-entry (1136, 152, 1471, 178)
role-label: துணை அமைப்பாளர்கள் : (1136, 1373, 1274, 1385)
officer-names: (1) ப.பிரேம்குமார், வடக்குத் தெரு, அகரநல்லூர், வையூர், சிதம்பரம், கடலூர். (2) த.திருக்கிராஜ், 96, வடக்குத் தெரு, ஆதி திராவிடர் குடியிருப்பு அகரநல்லூர், வையூர், சிதம்பரம், கடலூர். (3) ச.சந்துரு, வடக்குத் தெரு, அகரநல்லூர், வையூர், சிதம்பரம், கடலூர். (782, 285, 1117, 336)
